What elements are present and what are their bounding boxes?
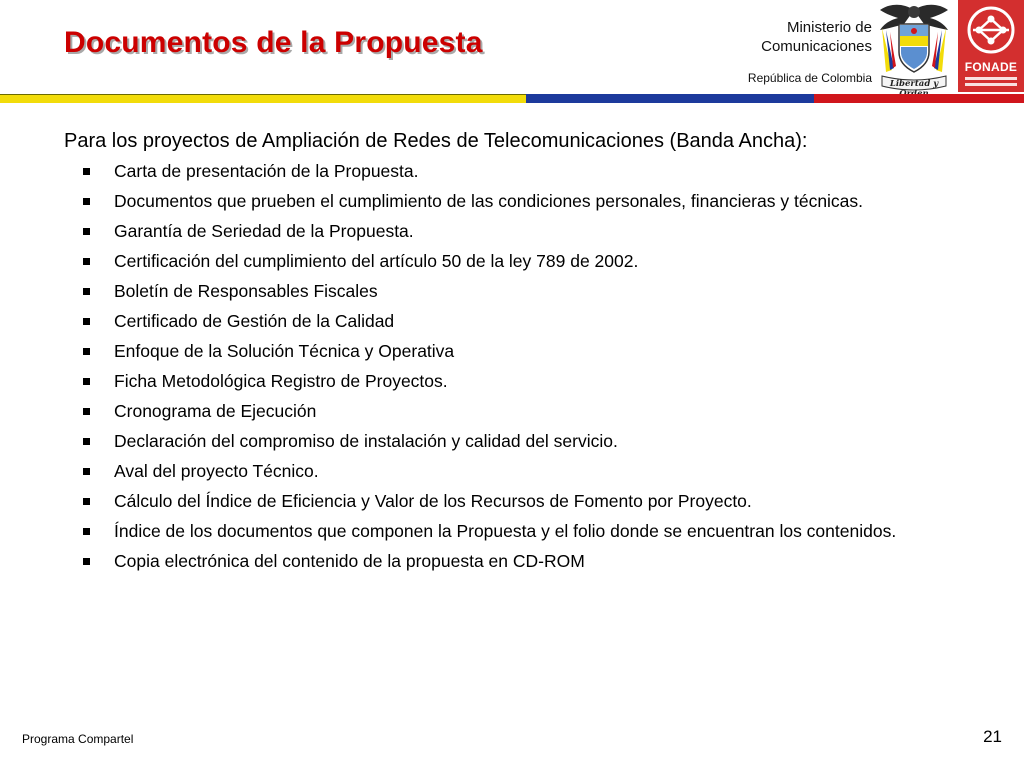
- fonade-logo: [958, 0, 1024, 92]
- list-item: [64, 220, 964, 243]
- square-bullet-icon: [83, 288, 90, 295]
- slide-title: Documentos de la Propuesta: [64, 26, 483, 59]
- republic-label: República de Colombia: [747, 71, 872, 85]
- square-bullet-icon: [83, 558, 90, 565]
- square-bullet-icon: [83, 228, 90, 235]
- list-item: [64, 280, 964, 303]
- list-item-text: Carta de presentación de la Propuesta.: [114, 161, 419, 181]
- list-item: [64, 490, 964, 513]
- motto-text: Libertad y: [889, 79, 939, 89]
- fonade-wordmark: FONADE: [964, 60, 1018, 74]
- list-item-text: Documentos que prueben el cumplimiento de las condiciones personales, financieras y técnicas.: [114, 191, 864, 211]
- document-list: [64, 160, 964, 573]
- list-item-text: Certificado de Gestión de la Calidad: [114, 311, 395, 331]
- list-item: [64, 310, 964, 333]
- band-blue: [526, 94, 814, 103]
- list-item: [64, 430, 964, 453]
- list-item: [64, 400, 964, 423]
- intro-paragraph: Para los proyectos de Ampliación de Redes de Telecomunicaciones (Banda Ancha):: [64, 130, 808, 152]
- list-item-text: Boletín de Responsables Fiscales: [114, 281, 378, 301]
- list-item-text: Enfoque de la Solución Técnica y Operativa: [114, 341, 455, 361]
- slide-content: [64, 128, 964, 580]
- fonade-subtitle-graphic: [961, 75, 1021, 87]
- square-bullet-icon: [83, 348, 90, 355]
- ministry-line-1: Ministerio de: [786, 19, 872, 36]
- list-item-text: Declaración del compromiso de instalación y calidad del servicio.: [114, 431, 618, 451]
- list-item-text: Cálculo del Índice de Eficiencia y Valor de los Recursos de Fomento por Proyecto.: [114, 491, 752, 511]
- list-item-text: Ficha Metodológica Registro de Proyectos.: [114, 371, 448, 391]
- header-color-band: [0, 94, 1024, 103]
- list-item: [64, 370, 964, 393]
- square-bullet-icon: [83, 468, 90, 475]
- square-bullet-icon: [83, 378, 90, 385]
- slide-number: 21: [983, 727, 1002, 746]
- square-bullet-icon: [83, 498, 90, 505]
- square-bullet-icon: [83, 198, 90, 205]
- colombia-coat-of-arms-logo: [872, 0, 956, 96]
- list-item: [64, 460, 964, 483]
- list-item-text: Garantía de Seriedad de la Propuesta.: [114, 221, 414, 241]
- list-item: [64, 160, 964, 183]
- list-item-text: Aval del proyecto Técnico.: [114, 461, 319, 481]
- list-item: [64, 550, 964, 573]
- ministry-line-2: Comunicaciones: [761, 38, 872, 55]
- square-bullet-icon: [83, 318, 90, 325]
- list-item-text: Copia electrónica del contenido de la propuesta en CD-ROM: [114, 551, 585, 571]
- footer-program-name: Programa Compartel: [22, 732, 134, 746]
- band-yellow: [0, 94, 526, 103]
- list-item-text: Índice de los documentos que componen la Propuesta y el folio donde se encuentran los contenidos.: [114, 521, 897, 541]
- list-item: [64, 190, 964, 213]
- square-bullet-icon: [83, 528, 90, 535]
- list-item: [64, 250, 964, 273]
- band-red: [814, 94, 1024, 103]
- square-bullet-icon: [83, 438, 90, 445]
- square-bullet-icon: [83, 258, 90, 265]
- list-item-text: Certificación del cumplimiento del artículo 50 de la ley 789 de 2002.: [114, 251, 639, 271]
- ministry-name: [652, 18, 872, 56]
- list-item-text: Cronograma de Ejecución: [114, 401, 317, 421]
- list-item: [64, 340, 964, 363]
- square-bullet-icon: [83, 408, 90, 415]
- square-bullet-icon: [83, 168, 90, 175]
- list-item: [64, 520, 964, 543]
